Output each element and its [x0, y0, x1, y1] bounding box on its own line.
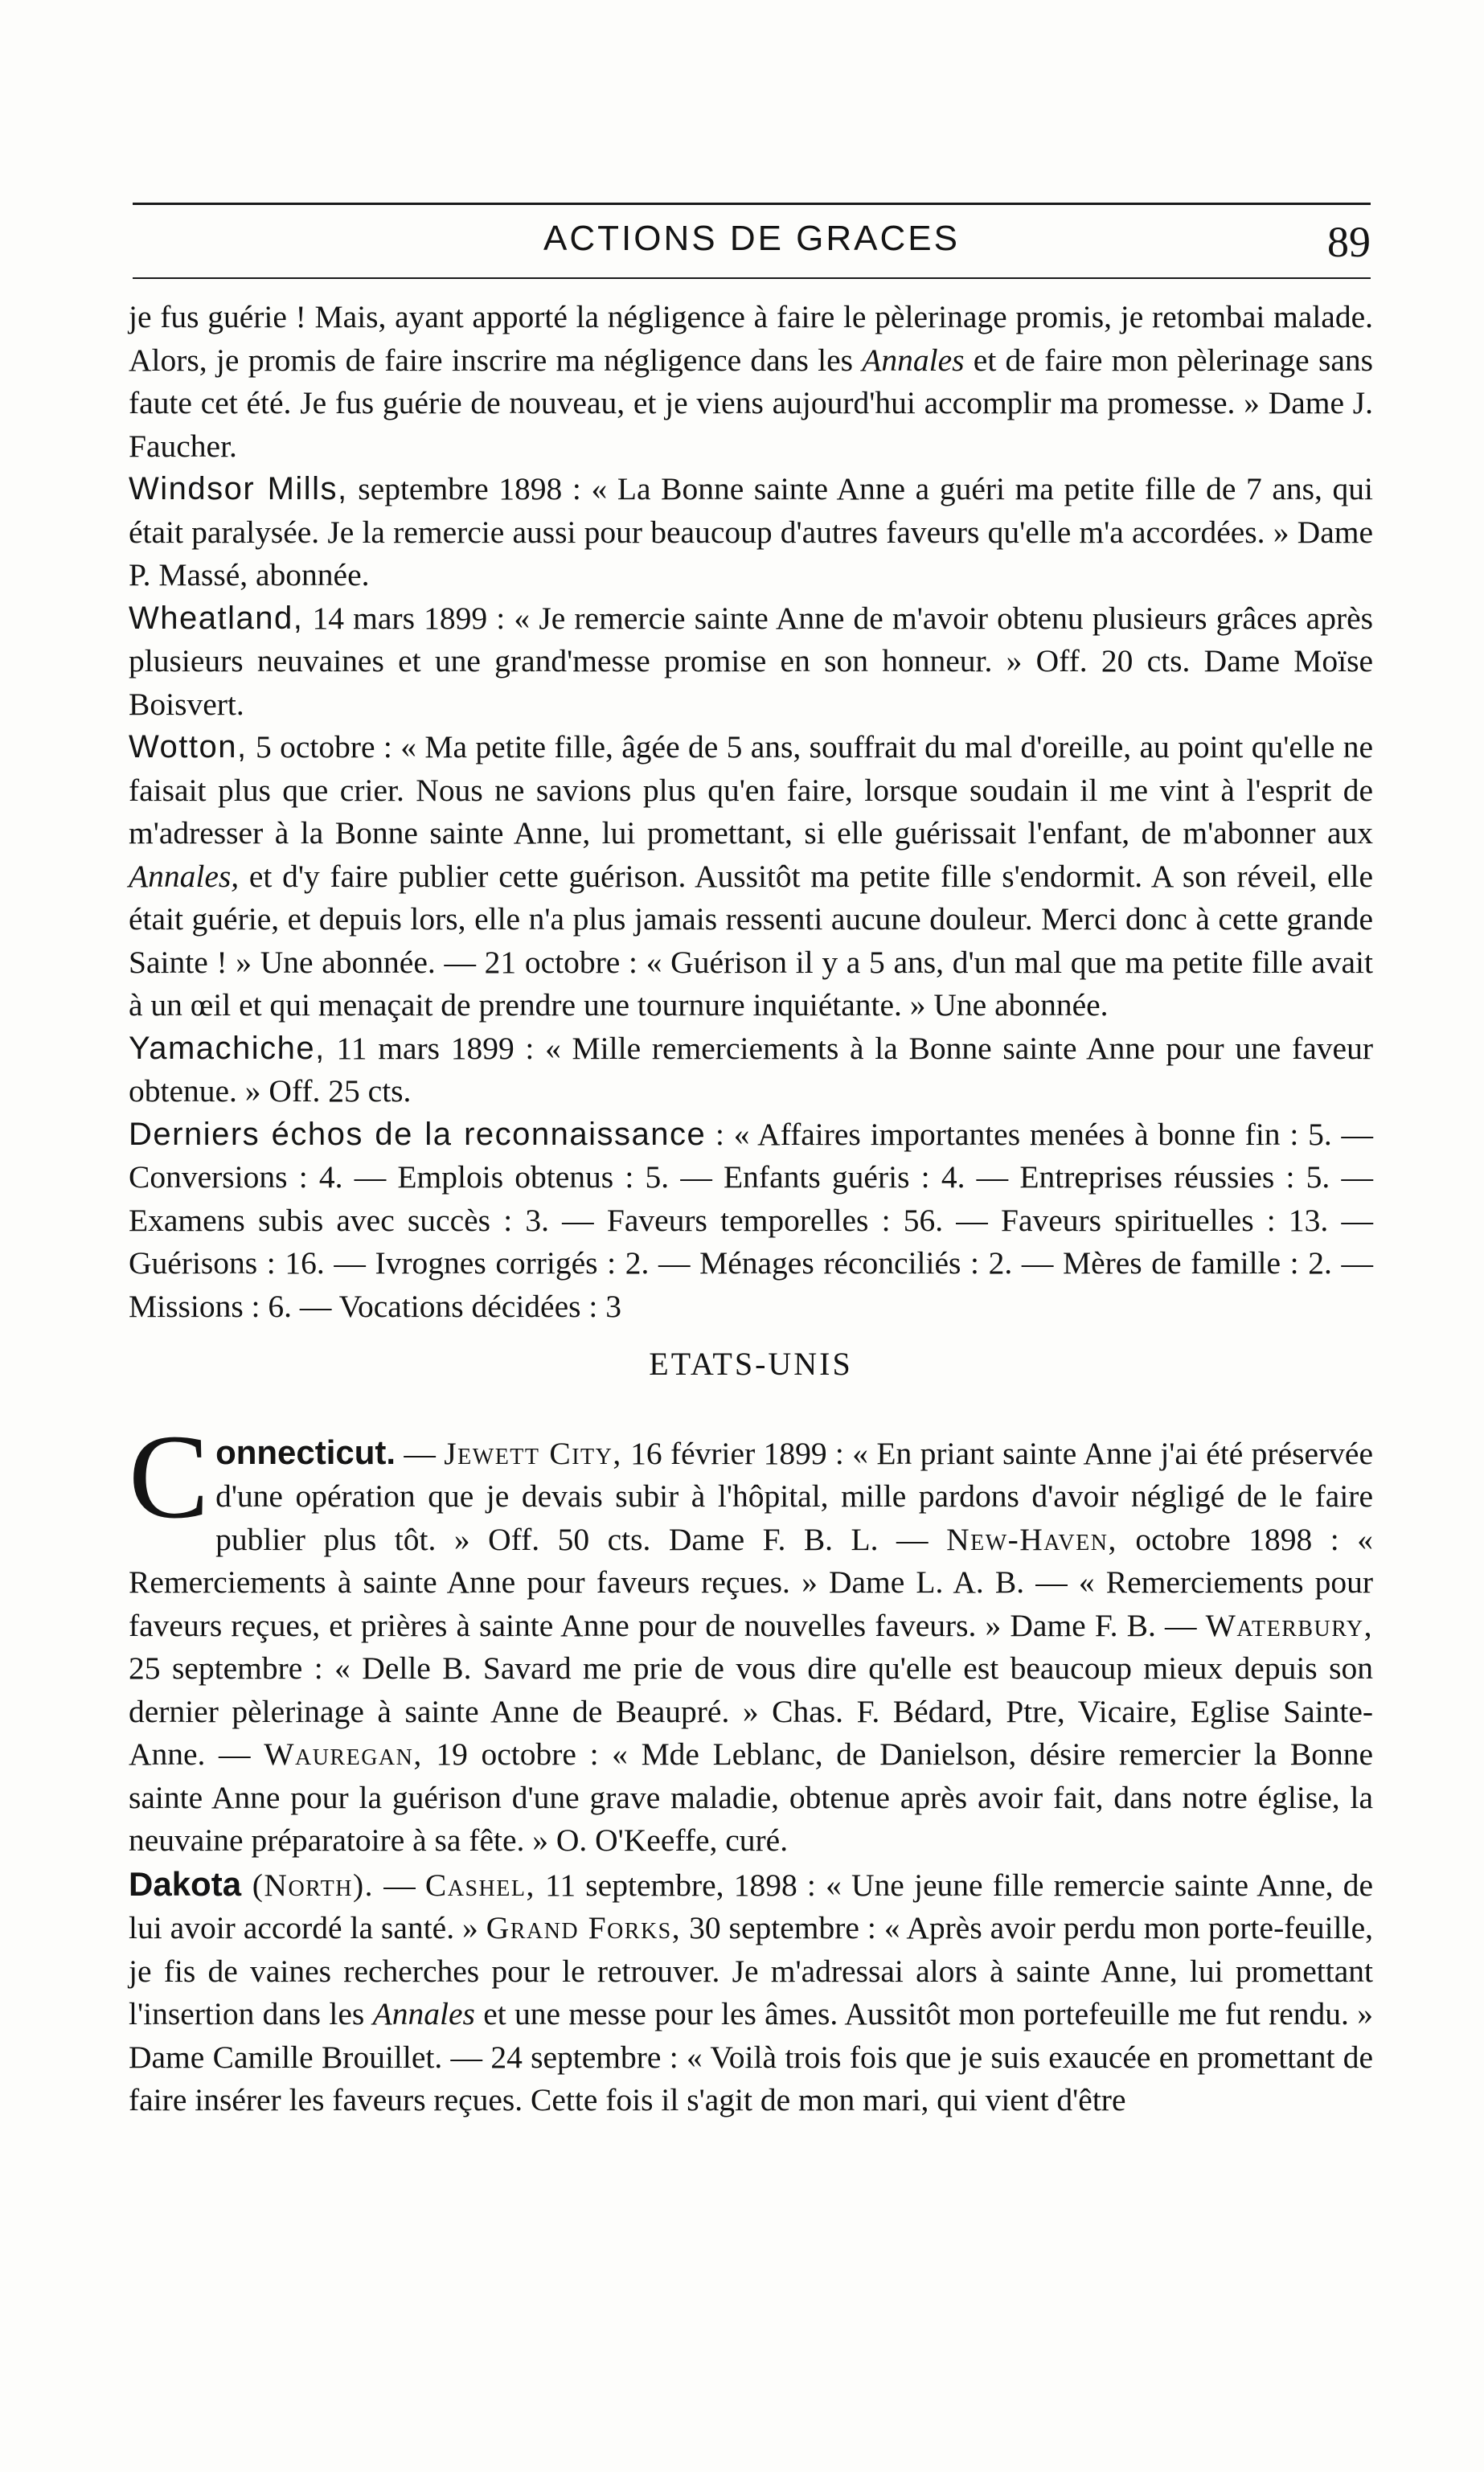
state-name: onnecticut. [215, 1433, 396, 1471]
city-name: Wauregan, [264, 1736, 423, 1772]
text-run: 30 septembre : « Après avoir perdu mon porte-feuille, je fis de vaines recherches pour le retrouver. Je m'adressai alors à sainte Anne, lui promettant l'insertion dans les [129, 1910, 1373, 2031]
text-run: 11 mars 1899 : « Mille remerciements à la Bonne sainte Anne pour une faveur obtenue. » Off. 25 cts. [129, 1030, 1373, 1109]
text-run: 11 septembre, 1898 : « Une jeune fille remercie sainte Anne, de lui avoir accordé la santé. » [129, 1867, 1374, 1945]
entry-dakota [129, 1863, 1373, 2122]
text-run: : « Affaires importantes menées à bonne fin : 5. — Conversions : 4. — Emplois obtenus : 5. — Enfants guéris : 4. — Entreprises réussies : 5. — Examens subis avec succès : 3. — Faveurs temporelles : 56. — Faveurs spirituelles : 13. — Guérisons : 16. — Ivrognes corrigés : 2. — Ménages réconciliés : 2. — Mères de famille : 2. — Missions : 6. — Vocations décidées : 3 [129, 1116, 1373, 1324]
city-name: Cashel, [424, 1867, 535, 1903]
italic-text: Annales [372, 1996, 475, 2031]
entry-windsor-mills [129, 468, 1373, 597]
text-run: 19 octobre : « Mde Leblanc, de Danielson, désire remercier la Bonne sainte Anne pour la guérison d'une grave maladie, obtenue après avoir fait, dans notre église, la neuvaine préparatoire à sa fête. » O. O'Keeffe, curé. [129, 1736, 1374, 1858]
entry-connecticut [129, 1409, 1374, 1863]
drop-cap: C [129, 1409, 210, 1543]
place-name: Wotton, [129, 729, 248, 765]
italic-text: Annales, [129, 858, 240, 894]
text-run: septembre 1898 : « La Bonne sainte Anne a guéri ma petite fille de 7 ans, qui était paralysée. Je la remercie aussi pour beaucoup d'autres faveurs qu'elle m'a accordées. » Dame P. Massé, abonnée. [129, 471, 1374, 592]
running-header [133, 215, 1371, 273]
page-number: 89 [1327, 218, 1371, 266]
entry-wheatland [129, 597, 1373, 727]
city-name: New-Haven, [946, 1521, 1117, 1557]
paragraph-continuation [129, 296, 1373, 468]
state-qualifier: (North). [241, 1867, 375, 1903]
italic-text: Annales [862, 342, 965, 378]
place-name: Windsor Mills, [129, 471, 348, 506]
text-run: 5 octobre : « Ma petite fille, âgée de 5 ans, souffrait du mal d'oreille, au point qu'elle ne faisait plus que crier. Nous ne savions plus qu'en faire, lorsque soudain il me vint à l'esprit de m'adresser à la Bonne sainte Anne, lui promettant, si elle guérissait l'enfant, de m'abonner aux [129, 729, 1373, 851]
text-run: et de faire mon pèlerinage sans faute cet été. Je fus guérie de nouveau, et je viens aujourd'hui accomplir ma promesse. » Dame J. Faucher. [129, 342, 1373, 464]
text-run: et une messe pour les âmes. Aussitôt mon portefeuille me fut rendu. » Dame Camille Brouillet. — 24 septembre : « Voilà trois fois que je suis exaucée en promettant de faire insérer les faveurs reçues. Cette fois il s'agit de mon mari, qui vient d'être [129, 1996, 1373, 2117]
text-run: 16 février 1899 : « En priant sainte Anne j'ai été préservée d'une opération que je devais subir à l'hôpital, mille pardons d'avoir négligé de le faire publier plus tôt. » Off. 50 cts. Dame F. B. L. — [215, 1435, 1373, 1557]
body-text [129, 296, 1373, 2122]
entry-derniers-echos [129, 1113, 1373, 1329]
place-name: Derniers échos de la reconnaissance [129, 1116, 707, 1152]
text-run: — [374, 1867, 425, 1903]
header-top-rule [133, 203, 1371, 205]
text-run: je fus guérie ! Mais, ayant apporté la négligence à faire le pèlerinage promis, je retombai malade. Alors, je promis de faire inscrire ma négligence dans les [129, 299, 1373, 378]
place-name: Yamachiche, [129, 1030, 326, 1066]
city-name: Jewett City, [444, 1435, 622, 1471]
text-run: 25 septembre : « Delle B. Savard me prie de vous dire qu'elle est beaucoup mieux depuis son dernier pèlerinage à sainte Anne de Beaupré. » Chas. F. Bédard, Ptre, Vicaire, Eglise Sainte-Anne. — [129, 1650, 1373, 1772]
entry-yamachiche [129, 1027, 1373, 1113]
section-title: ETATS-UNIS [649, 1346, 853, 1382]
place-name: Wheatland, [129, 600, 304, 636]
text-run: et d'y faire publier cette guérison. Aussitôt ma petite fille s'endormit. A son réveil, elle était guérie, et depuis lors, elle n'a plus jamais ressenti aucune douleur. Merci donc à cette grande Sainte ! » Une abonnée. — 21 octobre : « Guérison il y a 5 ans, d'un mal que ma petite fille avait à un œil et qui menaçait de prendre une tournure inquiétante. » Une abonnée. [129, 858, 1373, 1023]
text-run: 14 mars 1899 : « Je remercie sainte Anne de m'avoir obtenu plusieurs grâces après plusieurs neuvaines et une grand'messe promise en son honneur. » Off. 20 cts. Dame Moïse Boisvert. [129, 600, 1373, 722]
city-name: Waterbury, [1205, 1607, 1373, 1643]
text-run: octobre 1898 : « Remerciements à sainte Anne pour faveurs reçues. » Dame L. A. B. — « Remerciements pour faveurs reçues, et prières à sainte Anne pour de nouvelles faveurs. » Dame F. B. — [129, 1521, 1373, 1643]
header-bottom-rule [133, 277, 1371, 279]
entry-wotton [129, 726, 1373, 1027]
running-title: ACTIONS DE GRACES [543, 219, 960, 258]
text-run: — [396, 1435, 445, 1471]
city-name: Grand Forks, [486, 1910, 682, 1945]
state-name: Dakota [129, 1864, 242, 1903]
